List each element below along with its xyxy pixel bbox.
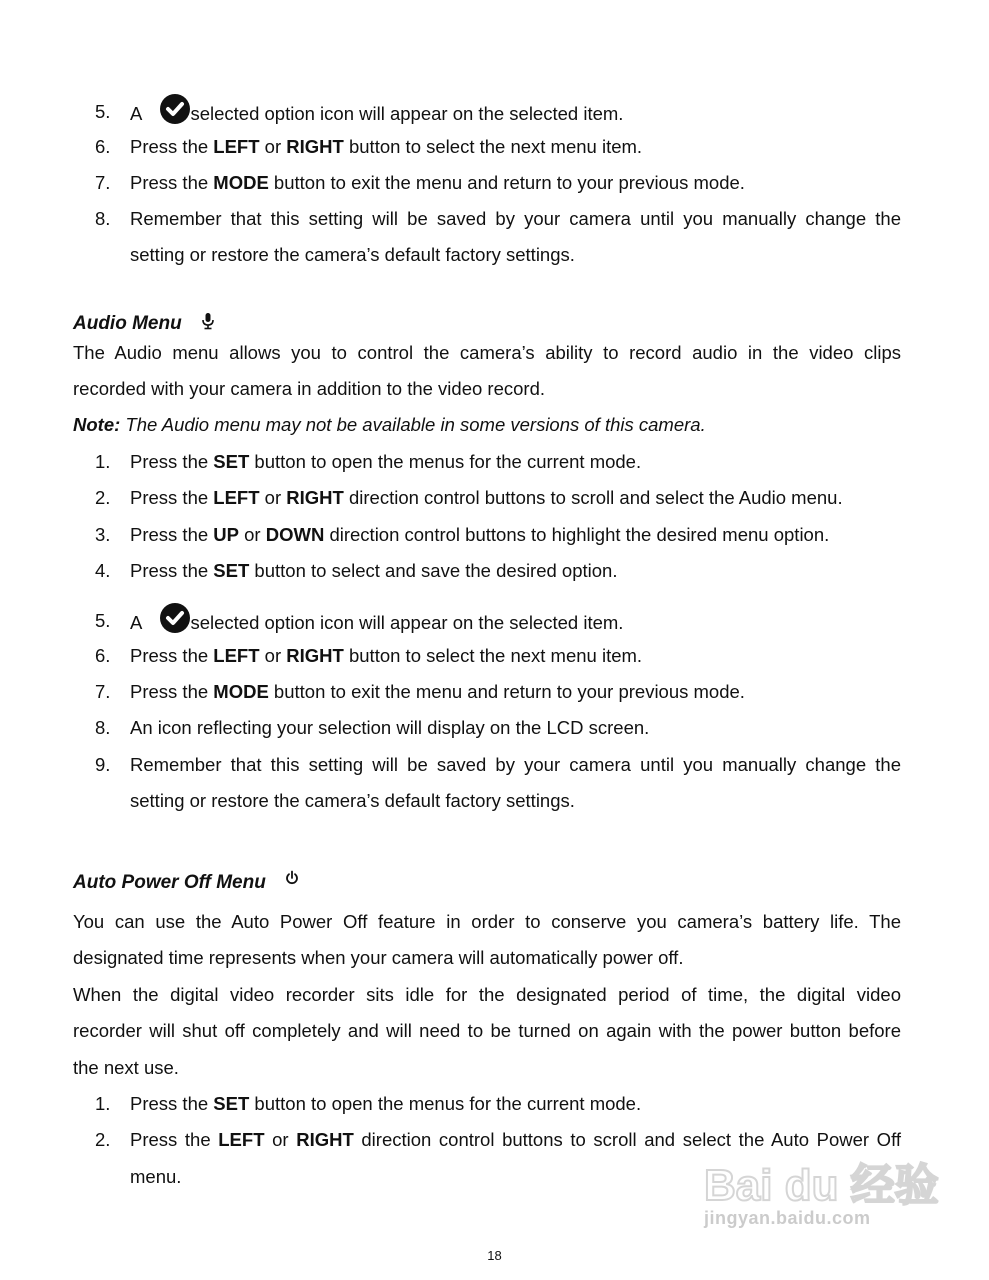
item-text: Press the LEFT or RIGHT button to select the next menu item. xyxy=(130,645,643,666)
audio-intro-line1: The Audio menu allows you to control the camera’s ability to record audio in the video clips xyxy=(73,342,901,363)
auto-power-para2-line2: recorder will shut off completely and will need to be turned on again with the power button before xyxy=(73,1020,901,1041)
watermark-brand: Bai du 经验 xyxy=(704,1161,939,1210)
item-number: 6. xyxy=(95,645,111,666)
item-text: Press the MODE button to exit the menu and return to your previous mode. xyxy=(130,681,745,702)
item-text: A selected option icon will appear on the selected item. xyxy=(130,94,901,132)
item-number: 7. xyxy=(95,681,111,702)
microphone-icon xyxy=(201,312,215,336)
item-number: 2. xyxy=(95,487,111,508)
item-number: 2. xyxy=(95,1129,111,1150)
item-text: Remember that this setting will be saved by your camera until you manually change the xyxy=(130,754,901,775)
item-text: Press the LEFT or RIGHT direction control buttons to scroll and select the Audio menu. xyxy=(130,487,843,508)
item-text: Remember that this setting will be saved by your camera until you manually change the xyxy=(130,208,901,229)
section-heading-audio: Audio Menu xyxy=(73,312,215,336)
item-text: A selected option icon will appear on the selected item. xyxy=(130,603,901,641)
check-icon xyxy=(160,94,190,124)
item-text: Press the MODE button to exit the menu and return to your previous mode. xyxy=(130,172,745,193)
item-number: 5. xyxy=(95,610,111,631)
item-text: setting or restore the camera’s default factory settings. xyxy=(130,244,575,265)
power-icon xyxy=(285,870,299,892)
item-number: 5. xyxy=(95,101,111,122)
auto-power-para1-line1: You can use the Auto Power Off feature in order to conserve you camera’s battery life. The xyxy=(73,911,901,932)
item-number: 4. xyxy=(95,560,111,581)
audio-note: Note: The Audio menu may not be available in some versions of this camera. xyxy=(73,414,706,435)
item-text: Press the SET button to open the menus for the current mode. xyxy=(130,451,642,472)
item-text: An icon reflecting your selection will display on the LCD screen. xyxy=(130,717,650,738)
item-number: 7. xyxy=(95,172,111,193)
item-text: Press the LEFT or RIGHT button to select the next menu item. xyxy=(130,136,643,157)
item-text: Press the UP or DOWN direction control buttons to highlight the desired menu option. xyxy=(130,524,830,545)
item-number: 1. xyxy=(95,1093,111,1114)
item-number: 3. xyxy=(95,524,111,545)
item-number: 6. xyxy=(95,136,111,157)
item-text: setting or restore the camera’s default factory settings. xyxy=(130,790,575,811)
section-heading-auto-power-off: Auto Power Off Menu xyxy=(73,870,299,894)
item-number: 8. xyxy=(95,208,111,229)
auto-power-para2-line3: the next use. xyxy=(73,1057,179,1078)
item-text: Press the SET button to open the menus for the current mode. xyxy=(130,1093,642,1114)
item-text: Press the LEFT or RIGHT direction control buttons to scroll and select the Auto Power Off xyxy=(130,1129,902,1150)
auto-power-para1-line2: designated time represents when your camera will automatically power off. xyxy=(73,947,684,968)
item-text: menu. xyxy=(130,1166,182,1187)
page-number: 18 xyxy=(487,1248,502,1263)
item-text: Press the SET button to select and save the desired option. xyxy=(130,560,618,581)
auto-power-para2-line1: When the digital video recorder sits idle for the designated period of time, the digital video xyxy=(73,984,901,1005)
item-number: 1. xyxy=(95,451,111,472)
check-icon xyxy=(160,603,190,633)
audio-intro-line2: recorded with your camera in addition to the video record. xyxy=(73,378,546,399)
item-number: 8. xyxy=(95,717,111,738)
item-number: 9. xyxy=(95,754,111,775)
baidu-watermark-logo xyxy=(700,1148,940,1248)
watermark-url: jingyan.baidu.com xyxy=(704,1208,871,1228)
